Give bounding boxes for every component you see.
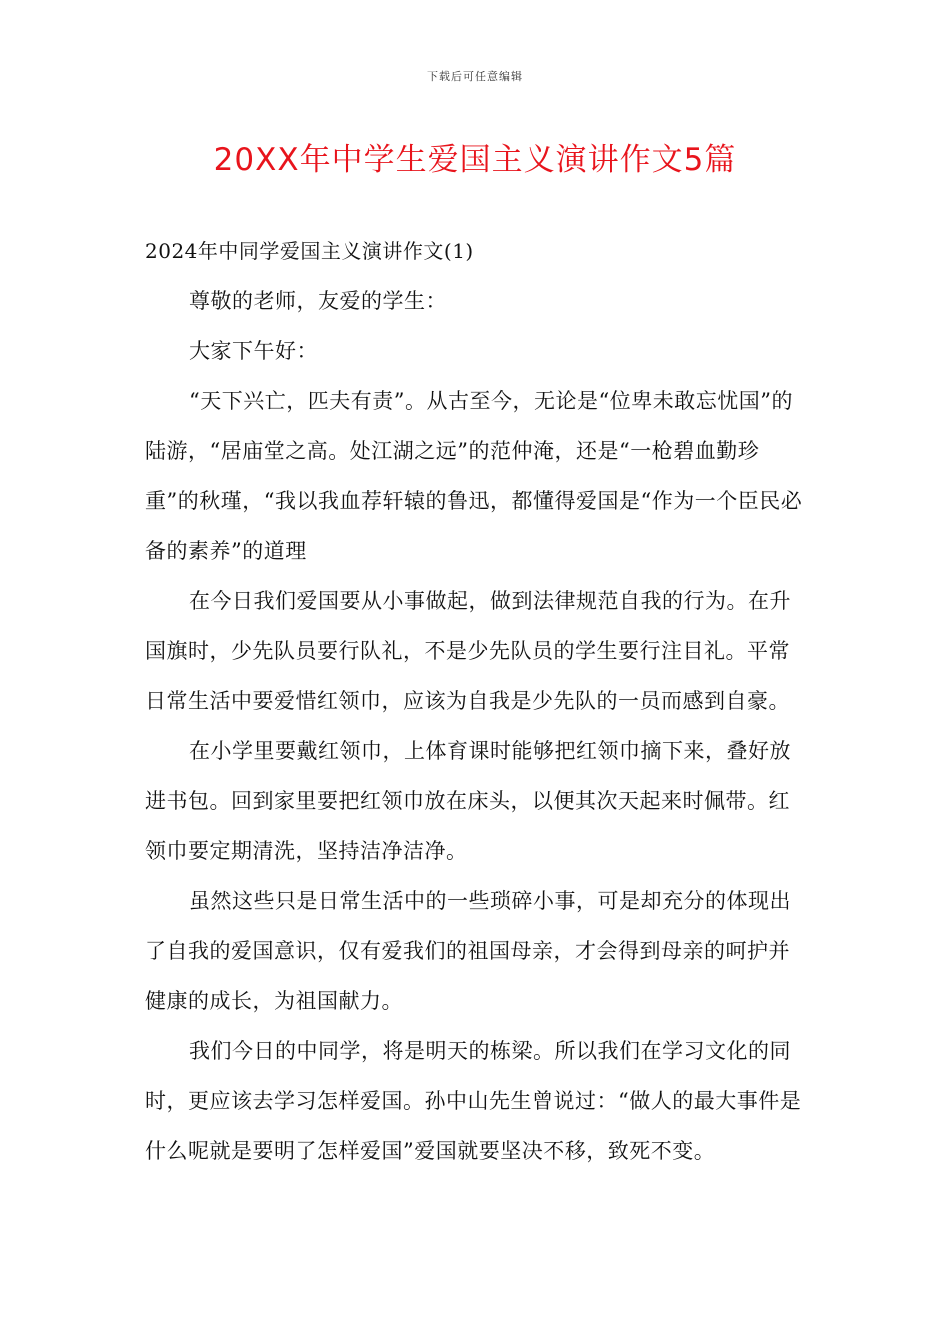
paragraph-4: 虽然这些只是日常生活中的一些琐碎小事，可是却充分的体现出了自我的爱国意识，仅有爱我们的祖国母亲，才会得到母亲的呵护并健康的成长，为祖国献力。 (145, 889, 791, 1013)
paragraph-3: 在小学里要戴红领巾，上体育课时能够把红领巾摘下来，叠好放进书包。回到家里要把红领巾放在床头，以便其次天起来时佩带。红领巾要定期清洗，坚持洁净洁净。 (145, 739, 791, 863)
document-body (145, 226, 810, 1176)
paragraph-2: 在今日我们爱国要从小事做起，做到法律规范自我的行为。在升国旗时，少先队员要行队礼，不是少先队员的学生要行注目礼。平常日常生活中要爱惜红领巾，应该为自我是少先队的一员而感到自豪。 (145, 589, 791, 713)
paragraph-1: “天下兴亡，匹夫有责”。从古至今，无论是“位卑未敢忘忧国”的陆游，“居庙堂之高。处江湖之远”的范仲淹，还是“一枪碧血勤珍重”的秋瑾，“我以我血荐轩辕的鲁迅，都懂得爱国是“作为一个臣民必备的素养”的道理 (145, 389, 803, 563)
document-title: 20XX年中学生爱国主义演讲作文5篇 (213, 142, 737, 178)
section-subtitle: 2024年中同学爱国主义演讲作文(1) (145, 239, 474, 263)
paragraph-greeting: 尊敬的老师，友爱的学生： (189, 289, 447, 313)
paragraph-salutation: 大家下午好： (189, 339, 318, 363)
header-note: 下载后可任意编辑 (427, 70, 523, 83)
paragraph-5: 我们今日的中同学，将是明天的栋梁。所以我们在学习文化的同时，更应该去学习怎样爱国。孙中山先生曾说过：“做人的最大事件是什么呢就是要明了怎样爱国”爱国就要坚决不移，致死不变。 (145, 1039, 802, 1163)
